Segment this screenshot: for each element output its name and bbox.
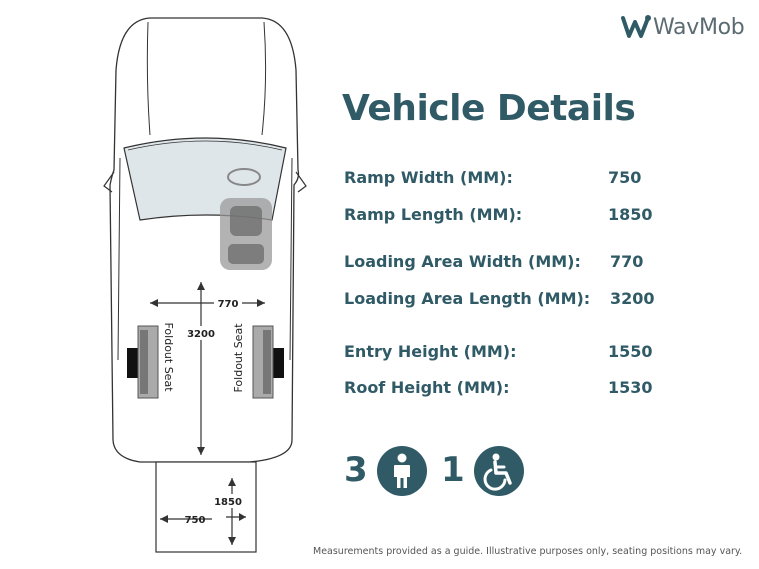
ramp-width-label: 750 bbox=[184, 515, 206, 526]
page-title: Vehicle Details bbox=[342, 88, 636, 129]
spec-label-loading-length: Loading Area Length (MM): bbox=[344, 289, 591, 308]
foldout-seat-left-label: Foldout Seat bbox=[162, 322, 175, 392]
wheelchair-icon bbox=[474, 446, 524, 496]
wheelchair-passenger-count: 1 bbox=[441, 450, 465, 490]
foldout-seat-right-label: Foldout Seat bbox=[232, 323, 245, 393]
spec-value-loading-width: 770 bbox=[610, 252, 644, 271]
loading-length-label: 3200 bbox=[187, 329, 215, 340]
spec-value-roof-height: 1530 bbox=[608, 378, 653, 397]
seated-passenger-count: 3 bbox=[344, 450, 368, 490]
vehicle-floorplan-diagram bbox=[0, 0, 320, 569]
wavmob-logo-icon bbox=[621, 14, 651, 40]
spec-value-ramp-width: 750 bbox=[608, 168, 642, 187]
brand-name: WavMob bbox=[653, 14, 745, 40]
loading-width-label: 770 bbox=[217, 299, 239, 310]
ramp-length-label: 1850 bbox=[214, 497, 242, 508]
brand-logo bbox=[621, 14, 744, 40]
spec-label-ramp-width: Ramp Width (MM): bbox=[344, 168, 513, 187]
spec-value-loading-length: 3200 bbox=[610, 289, 655, 308]
spec-label-entry-height: Entry Height (MM): bbox=[344, 342, 517, 361]
disclaimer-footnote: Measurements provided as a guide. Illustrative purposes only, seating positions may vary. bbox=[313, 546, 743, 557]
spec-label-loading-width: Loading Area Width (MM): bbox=[344, 252, 581, 271]
spec-label-roof-height: Roof Height (MM): bbox=[344, 378, 510, 397]
person-icon bbox=[377, 446, 427, 496]
spec-label-ramp-length: Ramp Length (MM): bbox=[344, 205, 523, 224]
spec-value-entry-height: 1550 bbox=[608, 342, 653, 361]
spec-value-ramp-length: 1850 bbox=[608, 205, 653, 224]
